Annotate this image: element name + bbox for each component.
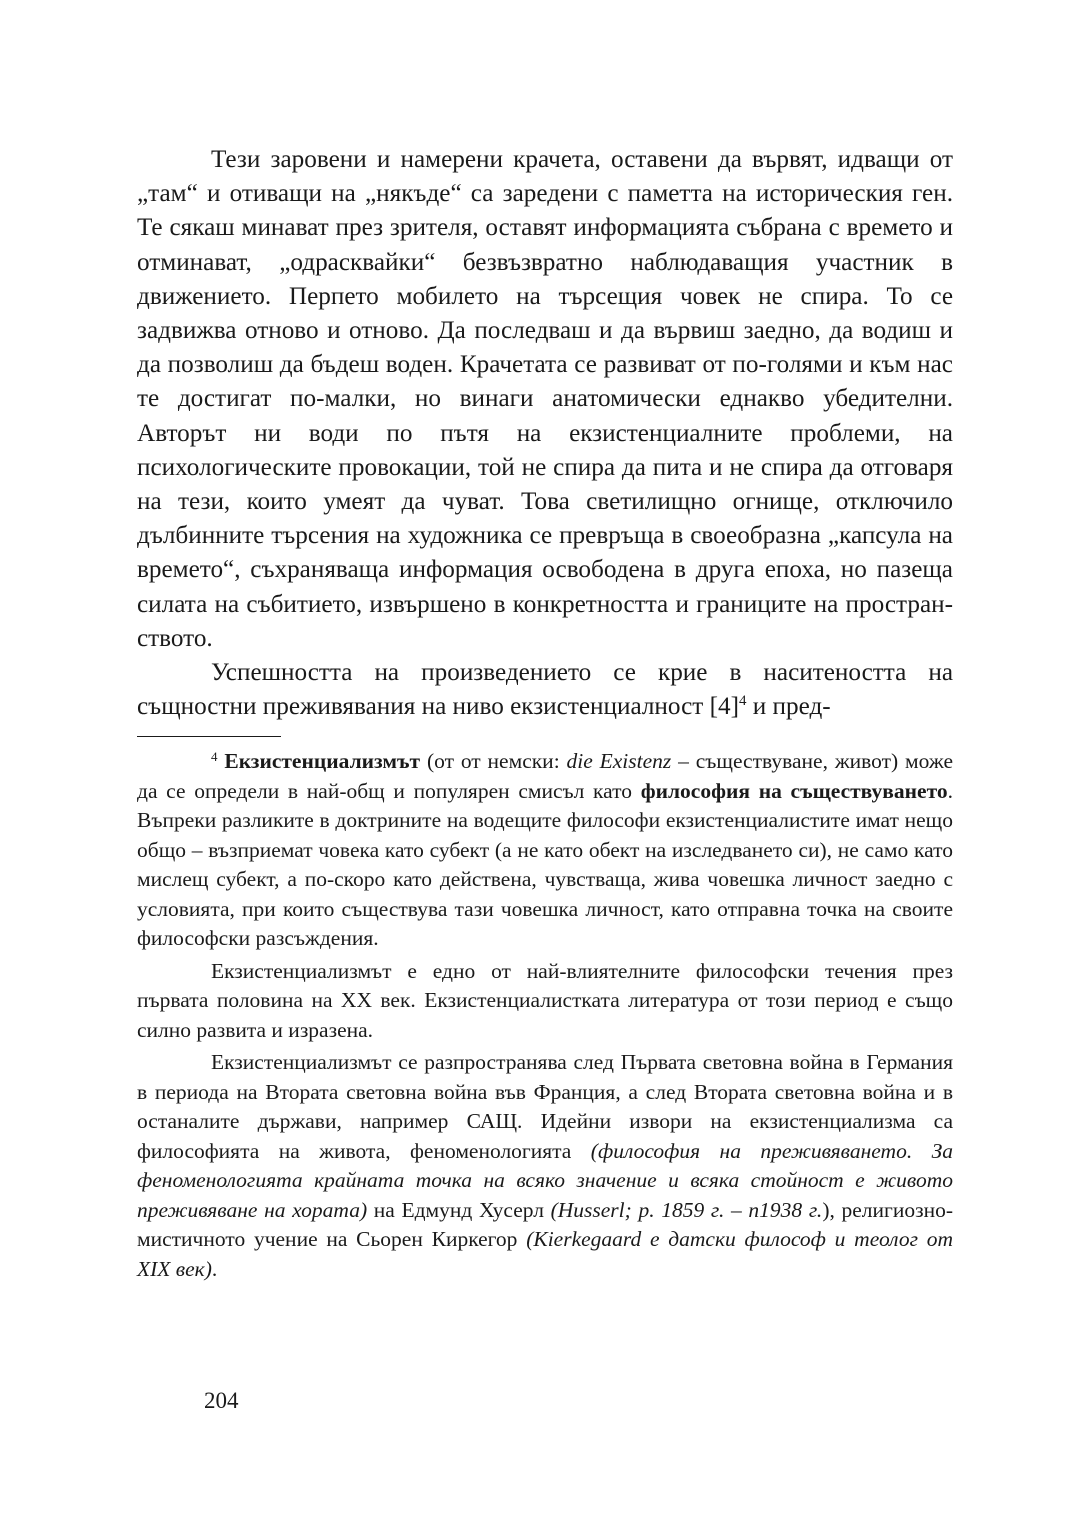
footnote-1-italic-a: die Existenz [566,749,672,774]
paragraph-2-end: и пред- [746,693,831,721]
paragraph-1: Тези заровени и намерени крачета, оставени да вървят, идващи от „там“ и отиващи на „някъде“ са заредени с паметта на историческия ген. Те сякаш минават през зрителя, оставят информацията събрана с времето и отминават, „одрасквайки“ безвъзвратно наблюдаващия участник в движението. Перпето мобилето на търсещия човек не спира. То се задвижва отново и отново. Да последваш и да вървиш заедно, да водиш и да позволиш да бъдеш воден. Крачетата се развиват от по-голями и към нас те достигат по-малки, но винаги анатомически еднакво убедителни. Авторът ни води по пътя на екзистенциалните проблеми, на психологическите провокации, той не спира да пита и не спира да отговаря на тези, които умеят да чуват. Това светилищно огнище, отключило дълбинните търсения на художника се превръща в своеобразна „капсула на времето“, съхраняваща информация освободена в друга епоха, но пазеща силата на събитието, извършено в конкретността и границите на пространството. [137,146,953,652]
main-text [137,143,953,724]
footnote-ref-marker: 4 [738,693,747,710]
paragraph-2-start: Успешността на произведението се крие в наситеността на същностни преживявания на ниво екзистенциалност [137,659,953,721]
footnote-divider [137,736,281,737]
footnote-3-italic-a: (философия на преживяването. За феноменологията крайната точка на всяко значение и всяка стойност е живото преживяване на хората) [137,1138,954,1222]
footnote-1-text-a: (от от немски: [420,749,567,774]
footnote-3-text-d: . [211,1256,218,1281]
footnote-1-text-b: – съществуване, живот) може да се определи в най-общ и популярен смисъл като [137,749,953,803]
paragraph-2 [137,656,953,724]
footnotes [137,747,953,1284]
footnote-3-italic-b: (Husserl; р. 1859 г. – п1938 г. [550,1197,823,1222]
footnote-term: Екзистенциализмът [224,749,421,774]
footnote-1-text-c: . Въпреки разликите в доктрините на водещите философи екзистенциалистите имат нещо общо – възприемат човека като субект (а не като обект на изследването си), не само като мислещ субект, а по-скоро като действена, чувстваща, жива човешка личност заедно с условията, при които съществува тази човешка личност, като отправна точка на своите философски разсъждения. [137,778,953,951]
footnote-1-bold-b: философия на съществуването [640,778,948,803]
footnote-number: 4 [211,749,218,765]
footnote-3-text-c: ), религиозно-мистичното учение на Сьорен Киркегор [137,1197,954,1252]
page-number: 204 [204,1388,239,1413]
footnote-1 [137,747,953,954]
footnote-3-italic-c: (Kierkegaard е датски философ и теолог от XIX век) [137,1227,953,1281]
footnote-3 [137,1048,953,1284]
footnote-2: Екзистенциализмът е едно от най-влиятелните философски течения през първата половина на XX век. Екзистенциалистката литература от този период е също силно развита и изразена. [137,958,953,1042]
footnote-3-text-b: на Едмунд Хусерл [367,1197,551,1222]
citation-ref: [4] [709,693,739,721]
page-content [137,143,953,1284]
footnote-3-text-a: Екзистенциализмът се разпространява след Първата световна война в Германия в периода на Втората световна война във Франция, а след Втората световна война и в останалите държави, например САЩ. Идейни извори на екзистенциализма са философията на живота, феноменологията [137,1050,953,1163]
